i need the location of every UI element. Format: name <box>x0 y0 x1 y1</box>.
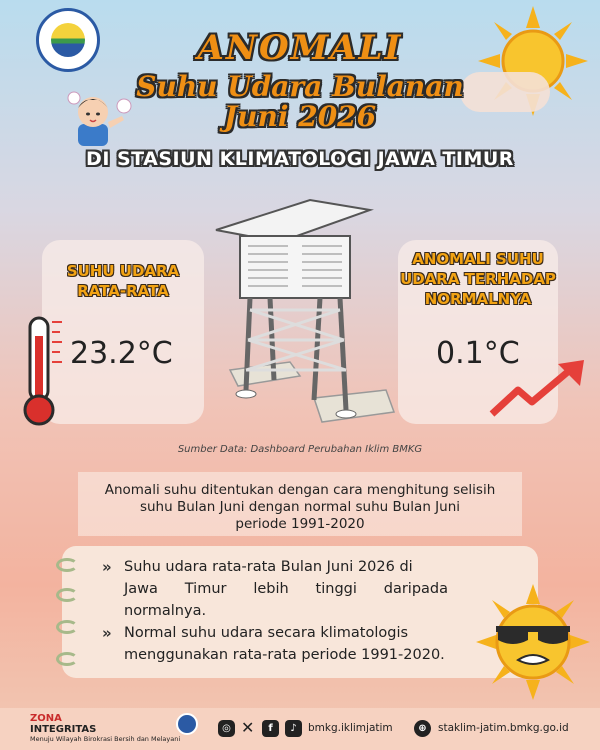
title-suhu-udara-bulanan: Suhu Udara Bulanan <box>136 70 464 103</box>
notebook-ring <box>56 652 78 666</box>
website-link[interactable]: staklim-jatim.bmkg.go.id <box>438 722 569 734</box>
zona-title: ZONA <box>30 713 62 724</box>
average-temperature-label-line1: SUHU UDARA <box>66 262 180 280</box>
globe-icon: ⊕ <box>414 720 431 737</box>
zona-tagline: Menuju Wilayah Birokrasi Bersih dan Melayani <box>30 735 181 743</box>
description-line1: Anomali suhu ditentukan dengan cara menghitung selisih <box>104 482 496 498</box>
tiktok-icon[interactable]: ♪ <box>285 720 302 737</box>
zona-integritas-logo <box>30 713 180 744</box>
anomaly-label-line1: ANOMALI SUHU <box>412 250 544 268</box>
bullet-1-line1: Suhu udara rata-rata Bulan Juni 2026 di <box>124 559 413 575</box>
title-anomali: ANOMALI <box>197 28 403 68</box>
average-temperature-value: 23.2°C <box>70 336 173 371</box>
facebook-icon[interactable]: f <box>262 720 279 737</box>
anomaly-label-line2: UDARA TERHADAP <box>400 270 556 288</box>
data-source-text: Sumber Data: Dashboard Perubahan Iklim BMKG <box>177 444 423 455</box>
social-handle[interactable]: bmkg.iklimjatim <box>308 722 393 734</box>
bullet-arrow-icon: » <box>102 624 112 642</box>
bullet-2-line1: Normal suhu udara secara klimatologis <box>124 625 409 641</box>
bullet-2 <box>124 622 488 666</box>
notebook-ring <box>56 620 78 634</box>
quality-badge-icon <box>176 713 198 735</box>
bullet-1-line2: Jawa Timur lebih tinggi daripada <box>124 581 448 597</box>
notebook-ring <box>56 558 78 572</box>
notebook-ring <box>56 588 78 602</box>
anomaly-label-line3: NORMALNYA <box>424 290 532 308</box>
bullet-1 <box>124 556 448 622</box>
instagram-icon[interactable]: ◎ <box>218 720 235 737</box>
weather-station-shelter-illustration <box>210 190 400 438</box>
bullet-2-line2: menggunakan rata-rata periode 1991-2020. <box>124 647 445 663</box>
description-line3: periode 1991-2020 <box>235 516 365 532</box>
zona-subtitle: INTEGRITAS <box>30 724 97 735</box>
anomaly-value: 0.1°C <box>436 336 520 371</box>
description-line2: suhu Bulan Juni dengan normal suhu Bulan Juni <box>139 499 461 515</box>
title-month-year: Juni 2026 <box>223 100 377 133</box>
subtitle-station: DI STASIUN KLIMATOLOGI JAWA TIMUR <box>86 148 514 170</box>
x-icon[interactable]: ✕ <box>241 718 255 737</box>
description-text <box>80 482 520 533</box>
bullet-arrow-icon: » <box>102 558 112 576</box>
average-temperature-label-line2: RATA-RATA <box>77 282 169 300</box>
sun-with-sunglasses-illustration <box>474 584 592 700</box>
thermometer-icon <box>22 316 70 428</box>
bullet-1-line3: normalnya. <box>124 603 207 619</box>
trend-up-arrow-icon <box>486 360 588 420</box>
